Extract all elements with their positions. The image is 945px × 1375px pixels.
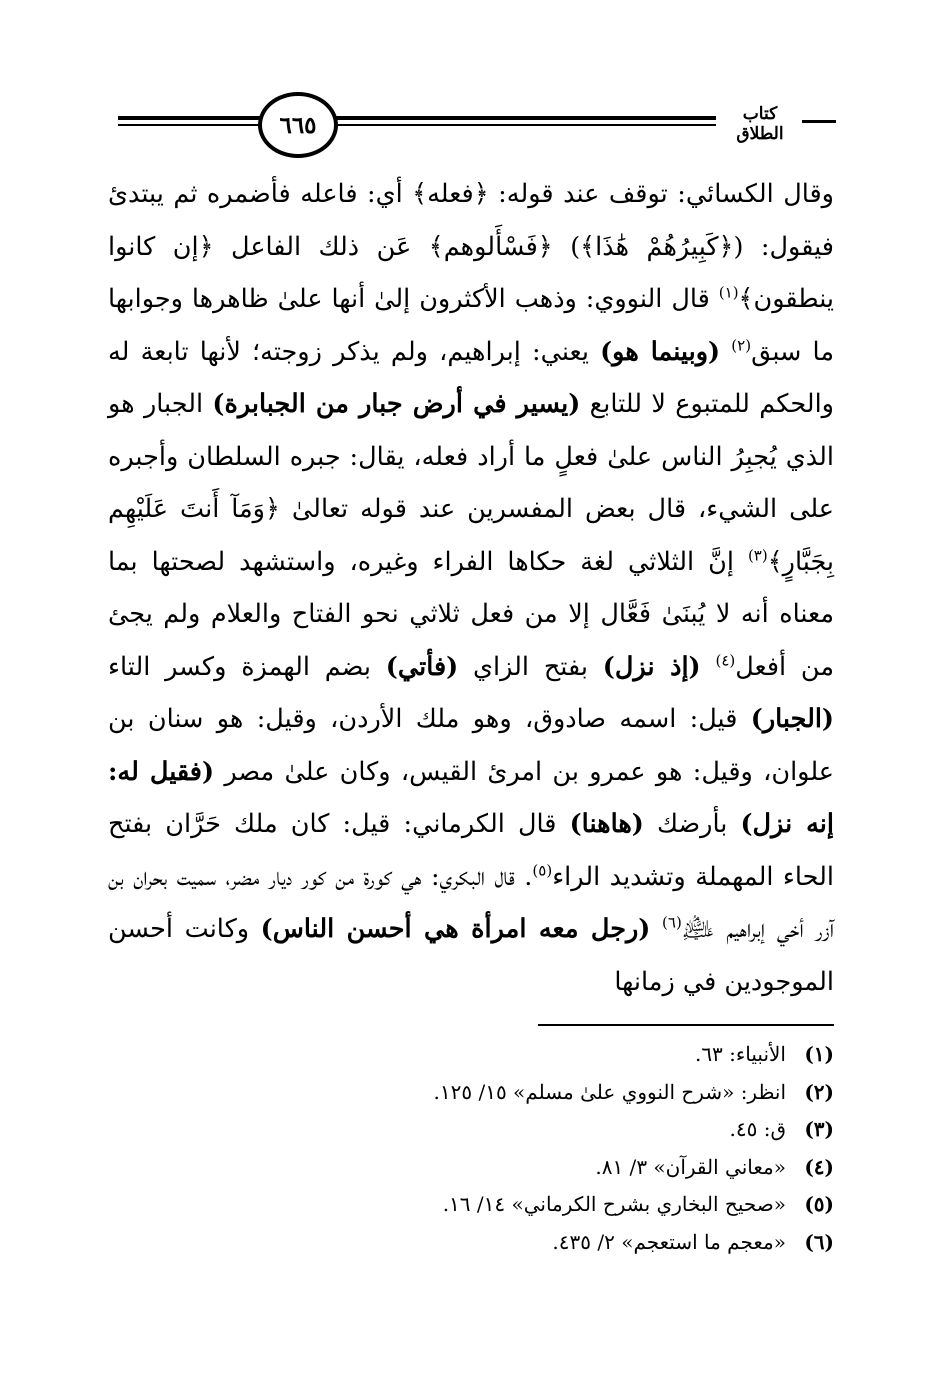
footnote-text: الأنبياء: ٦٣.	[694, 1042, 786, 1066]
footnote-item	[108, 1074, 834, 1112]
text-run	[701, 652, 716, 682]
footnote-ref: (٢)	[731, 336, 752, 354]
page-number: ٦٦٥	[258, 92, 338, 158]
text-run: الجبار هو الذي يُجبِرُ الناس علىٰ فعلٍ ما أراد فعله، يقال: جبره السلطان وأجبره على الشيء، قال بعض المفسرين عند قوله تعالىٰ ﴿وَمَآ أَنتَ عَلَيْهِم بِجَبَّارٍ﴾	[108, 389, 834, 577]
footnote-text: انظر: «شرح النووي علىٰ مسلم» ١٥/ ١٢٥.	[433, 1079, 786, 1104]
footnotes	[108, 1036, 834, 1261]
text-run: بأرضك	[643, 809, 741, 839]
hadith-quote: (إذ نزل)	[602, 651, 701, 682]
text-run: بفتح الزاي	[458, 651, 603, 682]
footnote-ref: (٥)	[532, 861, 553, 879]
footnote-number: (٢)	[804, 1079, 834, 1104]
footnote-item	[108, 1149, 834, 1187]
hadith-quote: (فقيل له: إنه نزل)	[108, 756, 834, 839]
footnote-number: (١)	[804, 1042, 834, 1066]
footnote-item	[108, 1224, 834, 1262]
text-run: قيل: اسمه صادوق، وهو ملك الأردن، وقيل: هو سنان بن علوان، وقيل: هو عمرو بن امرئ القيس، وكان علىٰ مصر	[108, 704, 834, 787]
footnote-ref: (٤)	[715, 651, 736, 669]
text-run: قال النووي: وذهب الأكثرون إلىٰ أنها علىٰ ظاهرها وجوابها ما سبق	[108, 284, 834, 367]
header-rule	[118, 116, 260, 120]
footnote-item	[108, 1036, 834, 1074]
footnote-separator	[538, 1024, 834, 1026]
footnote-ref: (١)	[718, 283, 739, 302]
header-rule	[328, 116, 716, 120]
hadith-quote: (رجل معه امرأة هي أحسن الناس)	[260, 914, 651, 944]
hadith-quote: (يسير في أرض جبار من الجبابرة)	[212, 389, 581, 419]
hadith-quote: (هاهنا)	[569, 809, 644, 839]
main-text	[108, 168, 834, 1008]
text-run: يعني: إبراهيم، ولم يذكر زوجته؛ لأنها تابعة له والحكم للمتبوع لا للتابع	[108, 336, 834, 419]
running-header	[108, 92, 840, 162]
text-run	[720, 337, 731, 367]
text-run: قال الكرماني: قيل: كان ملك حَرَّان بفتح الحاء المهملة وتشديد الراء	[108, 809, 834, 892]
main-paragraph	[108, 168, 834, 1008]
footnote-number: (٤)	[804, 1154, 834, 1179]
footnote-text: «معجم ما استعجم» ٢/ ٤٣٥.	[552, 1229, 786, 1254]
hadith-quote: (الجبار)	[750, 704, 834, 734]
header-rule	[328, 124, 716, 126]
footnote-number: (٥)	[804, 1192, 834, 1216]
footnote-item	[108, 1186, 834, 1224]
footnote-text: «معاني القرآن» ٣/ ٨١.	[595, 1154, 786, 1179]
footnote-number: (٣)	[804, 1117, 834, 1141]
text-run: إنَّ الثلاثي لغة حكاها الفراء وغيره، واستشهد لصحتها بما معناه أنه لا يُبنَىٰ فَعَّال إلا من فعل ثلاثي نحو الفتاح والعلام ولم يجئ من أفعل	[108, 546, 834, 682]
text-run: وكانت أحسن الموجودين في زمانها	[108, 914, 834, 997]
footnote-ref: (٦)	[662, 913, 682, 932]
footnote-ref: (٣)	[747, 546, 768, 564]
footnote-text: «صحيح البخاري بشرح الكرماني» ١٤/ ١٦.	[442, 1192, 786, 1216]
footnote-item	[108, 1111, 834, 1149]
footnote-text: ق: ٤٥.	[729, 1117, 786, 1141]
chapter-title: كتاب الطلاق	[736, 104, 784, 144]
header-rule	[802, 120, 836, 123]
text-run	[650, 914, 662, 944]
hadith-quote: (فأتي)	[385, 651, 459, 682]
header-rule	[118, 124, 260, 126]
text-run: . قال البكري: هي كورة من كور ديار مضر، سميت بحران بن آزر أخي إبراهيم ﵇	[108, 861, 834, 944]
text-run: وقال الكسائي: توقف عند قوله: ﴿فعله﴾ أي: فاعله فأضمره ثم يبتدئ فيقول: (﴿كَبِيرُهُمْ هَٰذَا﴾) ﴿فَسْأَلوهم﴾ عَن ذلك الفاعل ﴿إن كانوا ينطقون﴾	[108, 179, 834, 314]
text-run: بضم الهمزة وكسر التاء	[108, 651, 386, 682]
footnote-number: (٦)	[804, 1229, 834, 1254]
hadith-quote: (وبينما هو)	[600, 336, 721, 367]
